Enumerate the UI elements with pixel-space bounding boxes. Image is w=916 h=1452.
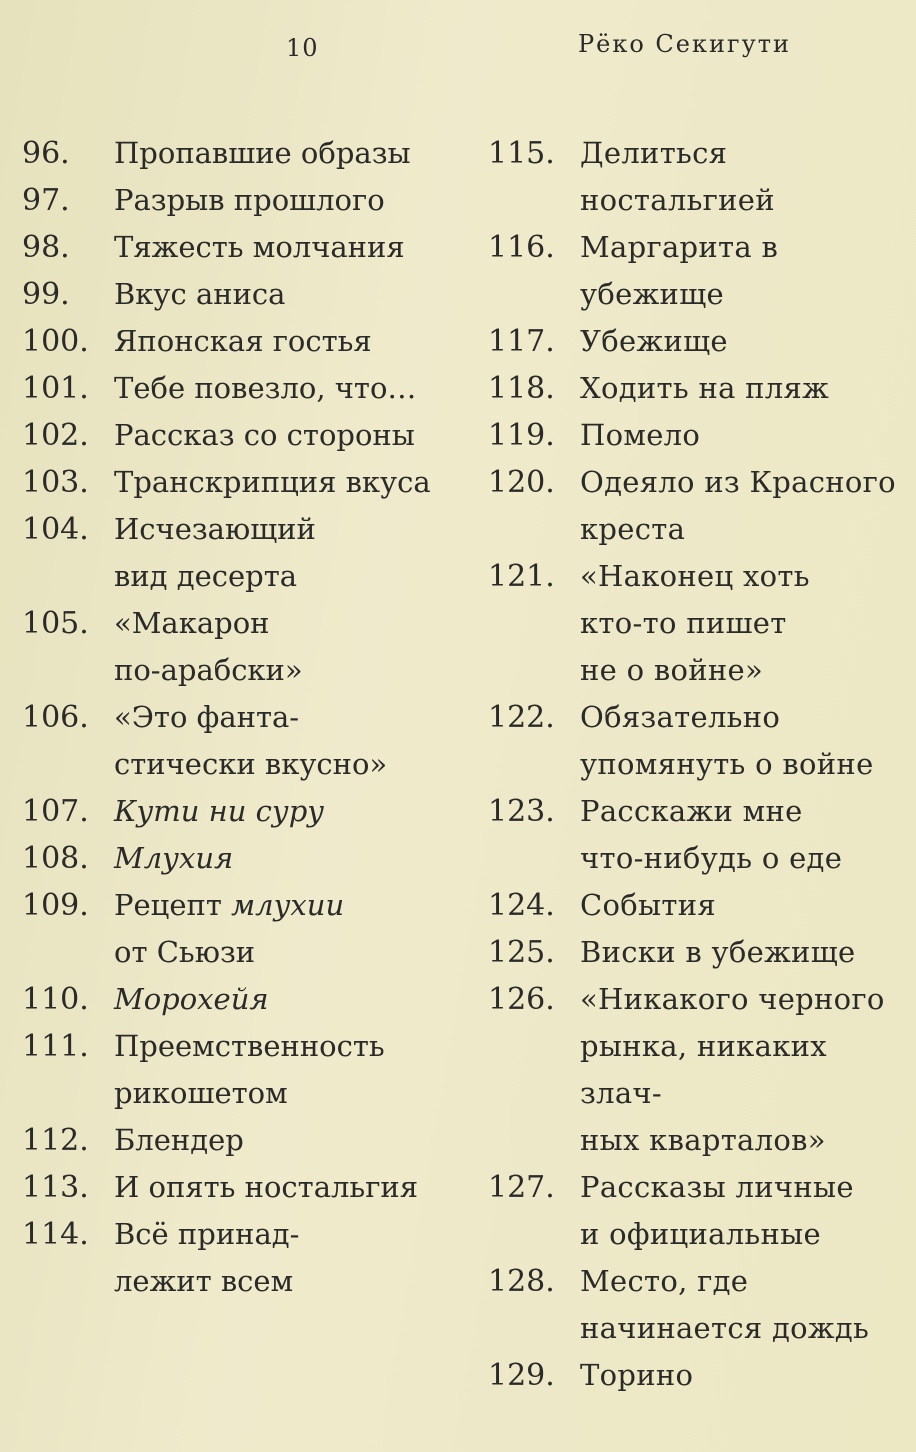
toc-entry-number: 114. (22, 1217, 89, 1252)
toc-entry (22, 506, 442, 600)
toc-entry-number: 96. (22, 136, 70, 171)
toc-entry-number: 121. (488, 559, 555, 594)
toc-entry-title: И опять ностальгия (114, 1170, 419, 1204)
toc-entry-title: «Наконец хоть кто-то пишет не о войне» (580, 559, 810, 687)
toc-entry-title: Кути ни суру (114, 794, 325, 828)
toc-entry-title: Пропавшие образы (114, 136, 411, 170)
toc-entry-number: 119. (488, 418, 555, 453)
toc-entry (22, 1117, 442, 1164)
toc-entry (22, 177, 442, 224)
toc-entry-number: 113. (22, 1170, 89, 1205)
toc-entry (488, 1352, 908, 1399)
toc-entry (22, 459, 442, 506)
toc-entry-title: Разрыв прошлого (114, 183, 385, 217)
toc-entry (22, 600, 442, 694)
toc-entry (22, 318, 442, 365)
toc-entry-title: Транскрипция вкуса (114, 465, 431, 499)
toc-entry (488, 130, 908, 224)
toc-entry-title: Тяжесть молчания (114, 230, 405, 264)
toc-entry-number: 112. (22, 1123, 89, 1158)
toc-entry-number: 125. (488, 935, 555, 970)
toc-entry-title: Торино (580, 1358, 694, 1392)
toc-entry (22, 1164, 442, 1211)
toc-entry-title: Убежище (580, 324, 728, 358)
toc-entry-title: «Это фанта- стически вкусно» (114, 700, 388, 781)
toc-entry-title: Исчезающий вид десерта (114, 512, 316, 593)
toc-entry-title: Обязательно упомянуть о войне (580, 700, 874, 781)
toc-entry-number: 129. (488, 1358, 555, 1393)
toc-entry-title: Вкус аниса (114, 277, 286, 311)
toc-entry-title: Ходить на пляж (580, 371, 830, 405)
toc-entry-number: 123. (488, 794, 555, 829)
toc-entry-number: 128. (488, 1264, 555, 1299)
toc-entry (488, 1164, 908, 1258)
toc-entry (488, 365, 908, 412)
toc-entry-title: Морохейя (114, 982, 269, 1016)
toc-entry (22, 1023, 442, 1117)
toc-entry-number: 102. (22, 418, 89, 453)
toc-entry-title: «Макарон по-арабски» (114, 606, 303, 687)
toc-entry-title: Рассказы личные и официальные (580, 1170, 854, 1251)
toc-entry (22, 224, 442, 271)
toc-entry-number: 100. (22, 324, 89, 359)
toc-entry-title: Преемственность рикошетом (114, 1029, 385, 1110)
toc-right-column (488, 130, 908, 1399)
toc-entry (488, 788, 908, 882)
page-number: 10 (286, 34, 319, 62)
toc-entry (22, 835, 442, 882)
toc-entry-number: 118. (488, 371, 555, 406)
toc-entry-title: «Никакого черного рынка, никаких злач- ных кварталов» (580, 982, 885, 1157)
toc-entry-number: 124. (488, 888, 555, 923)
toc-entry (22, 365, 442, 412)
toc-entry (22, 1211, 442, 1305)
toc-entry-title (114, 882, 442, 976)
toc-entry-number: 117. (488, 324, 555, 359)
toc-entry (488, 976, 908, 1164)
toc-entry-title: Маргарита в убежище (580, 230, 779, 311)
toc-left-column (22, 130, 442, 1305)
toc-entry-title: Место, где начинается дождь (580, 1264, 870, 1345)
toc-entry-number: 115. (488, 136, 555, 171)
toc-entry (488, 929, 908, 976)
toc-entry (488, 459, 908, 553)
toc-entry-number: 110. (22, 982, 89, 1017)
toc-entry-number: 116. (488, 230, 555, 265)
toc-entry-title: Рассказ со стороны (114, 418, 415, 452)
toc-entry-number: 99. (22, 277, 70, 312)
toc-entry-number: 120. (488, 465, 555, 500)
toc-entry-title: Тебе повезло, что… (114, 371, 417, 405)
toc-entry-number: 97. (22, 183, 70, 218)
toc-entry (22, 271, 442, 318)
toc-entry (22, 694, 442, 788)
toc-entry-number: 104. (22, 512, 89, 547)
toc-entry-title: Всё принад- лежит всем (114, 1217, 300, 1298)
toc-entry-title: Помело (580, 418, 701, 452)
toc-entry (488, 318, 908, 365)
toc-entry-number: 106. (22, 700, 89, 735)
running-header-author: Рёко Секигути (578, 30, 791, 58)
toc-entry-title-part: от Сьюзи (114, 935, 256, 969)
toc-entry-title: Делиться ностальгией (580, 136, 775, 217)
toc-entry-number: 105. (22, 606, 89, 641)
toc-entry-number: 127. (488, 1170, 555, 1205)
toc-entry-title: События (580, 888, 716, 922)
toc-entry (488, 224, 908, 318)
toc-entry-number: 122. (488, 700, 555, 735)
toc-entry-title: Одеяло из Красного креста (580, 465, 896, 546)
toc-entry-number: 109. (22, 888, 89, 923)
toc-entry-title-italic: млухии (231, 888, 345, 922)
toc-entry (488, 694, 908, 788)
toc-entry-number: 107. (22, 794, 89, 829)
toc-entry-title: Виски в убежище (580, 935, 856, 969)
toc-entry-number: 98. (22, 230, 70, 265)
toc-entry (22, 788, 442, 835)
toc-entry-title: Расскажи мне что-нибудь о еде (580, 794, 843, 875)
toc-entry-number: 103. (22, 465, 89, 500)
toc-entry (488, 1258, 908, 1352)
toc-entry (488, 882, 908, 929)
toc-entry-number: 108. (22, 841, 89, 876)
toc-entry-title-part: Рецепт (114, 888, 232, 922)
toc-entry-number: 101. (22, 371, 89, 406)
toc-entry (22, 412, 442, 459)
toc-entry (22, 130, 442, 177)
toc-entry (22, 976, 442, 1023)
toc-entry-title: Японская гостья (114, 324, 372, 358)
toc-entry-title: Блендер (114, 1123, 244, 1157)
toc-entry (488, 553, 908, 694)
toc-entry-number: 111. (22, 1029, 89, 1064)
toc-entry-number: 126. (488, 982, 555, 1017)
toc-entry-title: Млухия (114, 841, 234, 875)
toc-entry (22, 882, 442, 976)
toc-entry (488, 412, 908, 459)
